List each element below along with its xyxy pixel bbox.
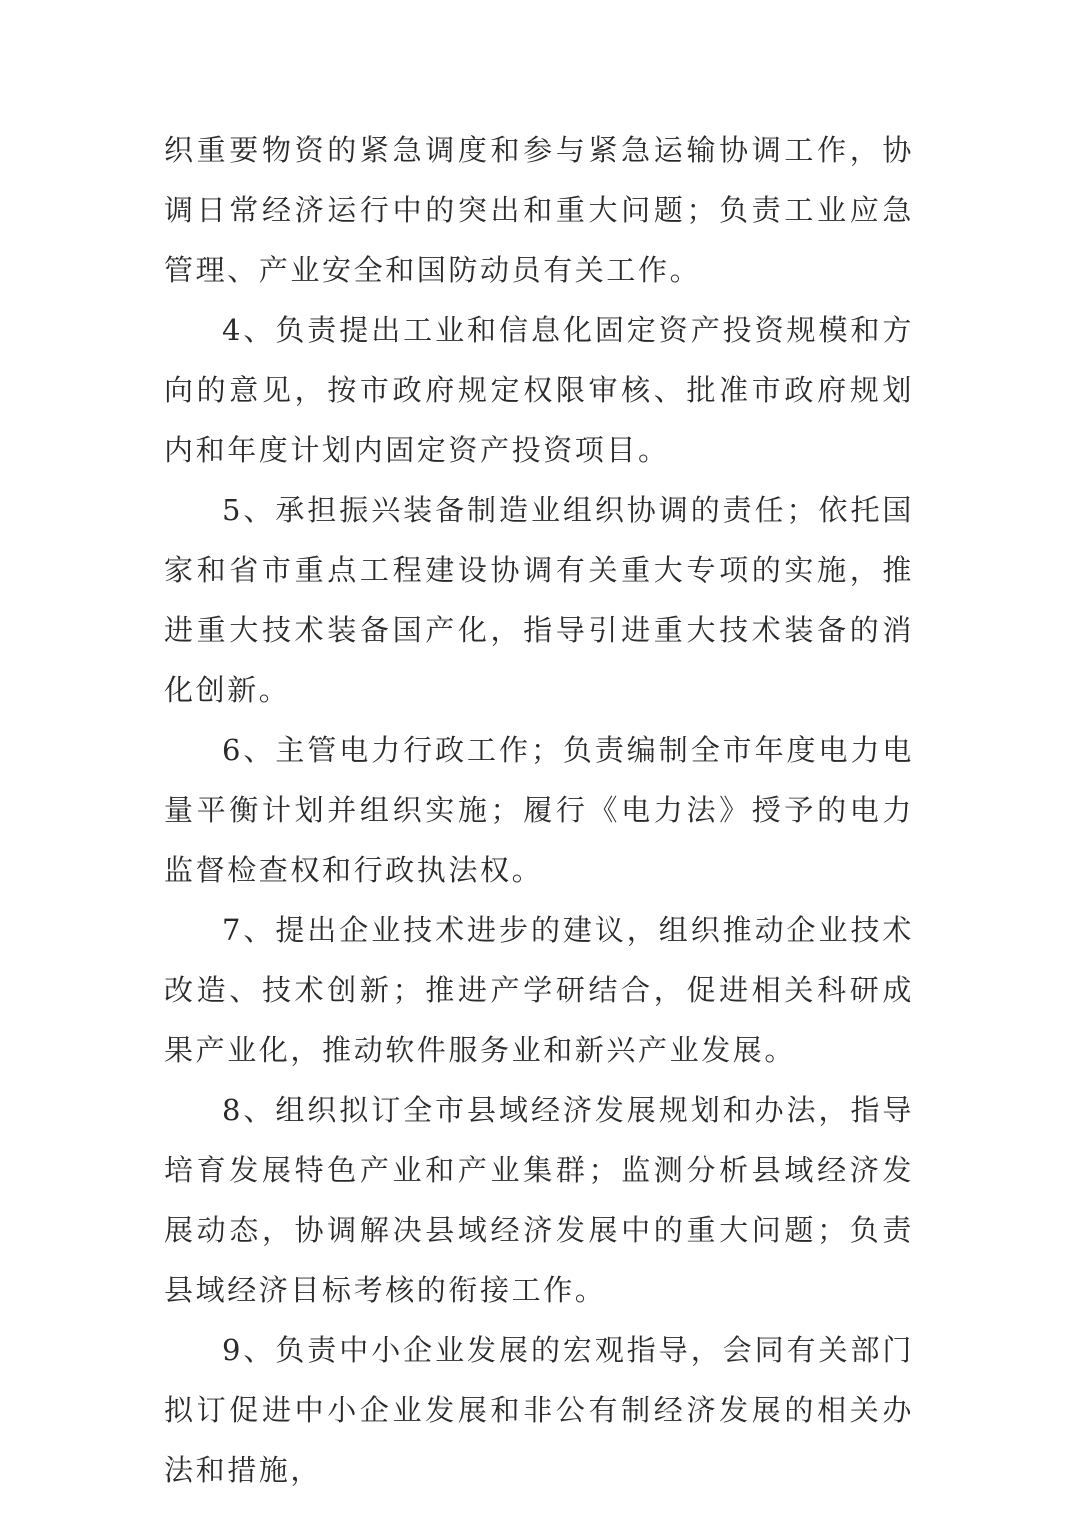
paragraph-item-9: 9、负责中小企业发展的宏观指导，会同有关部门拟订促进中小企业发展和非公有制经济发展的相关办法和措施，	[164, 1333, 914, 1487]
paragraph-item-5: 5、承担振兴装备制造业组织协调的责任；依托国家和省市重点工程建设协调有关重大专项的实施，推进重大技术装备国产化，指导引进重大技术装备的消化创新。	[164, 493, 914, 707]
paragraph-item-6: 6、主管电力行政工作；负责编制全市年度电力电量平衡计划并组织实施；履行《电力法》授予的电力监督检查权和行政执法权。	[164, 733, 914, 887]
document-body	[164, 120, 914, 1500]
paragraph-continuation: 织重要物资的紧急调度和参与紧急运输协调工作，协调日常经济运行中的突出和重大问题；负责工业应急管理、产业安全和国防动员有关工作。	[164, 133, 914, 287]
paragraph-item-7: 7、提出企业技术进步的建议，组织推动企业技术改造、技术创新；推进产学研结合，促进相关科研成果产业化，推动软件服务业和新兴产业发展。	[164, 913, 914, 1067]
paragraph-item-8: 8、组织拟订全市县域经济发展规划和办法，指导培育发展特色产业和产业集群；监测分析县域经济发展动态，协调解决县域经济发展中的重大问题；负责县域经济目标考核的衔接工作。	[164, 1093, 914, 1307]
paragraph-item-4: 4、负责提出工业和信息化固定资产投资规模和方向的意见，按市政府规定权限审核、批准市政府规划内和年度计划内固定资产投资项目。	[164, 313, 914, 467]
